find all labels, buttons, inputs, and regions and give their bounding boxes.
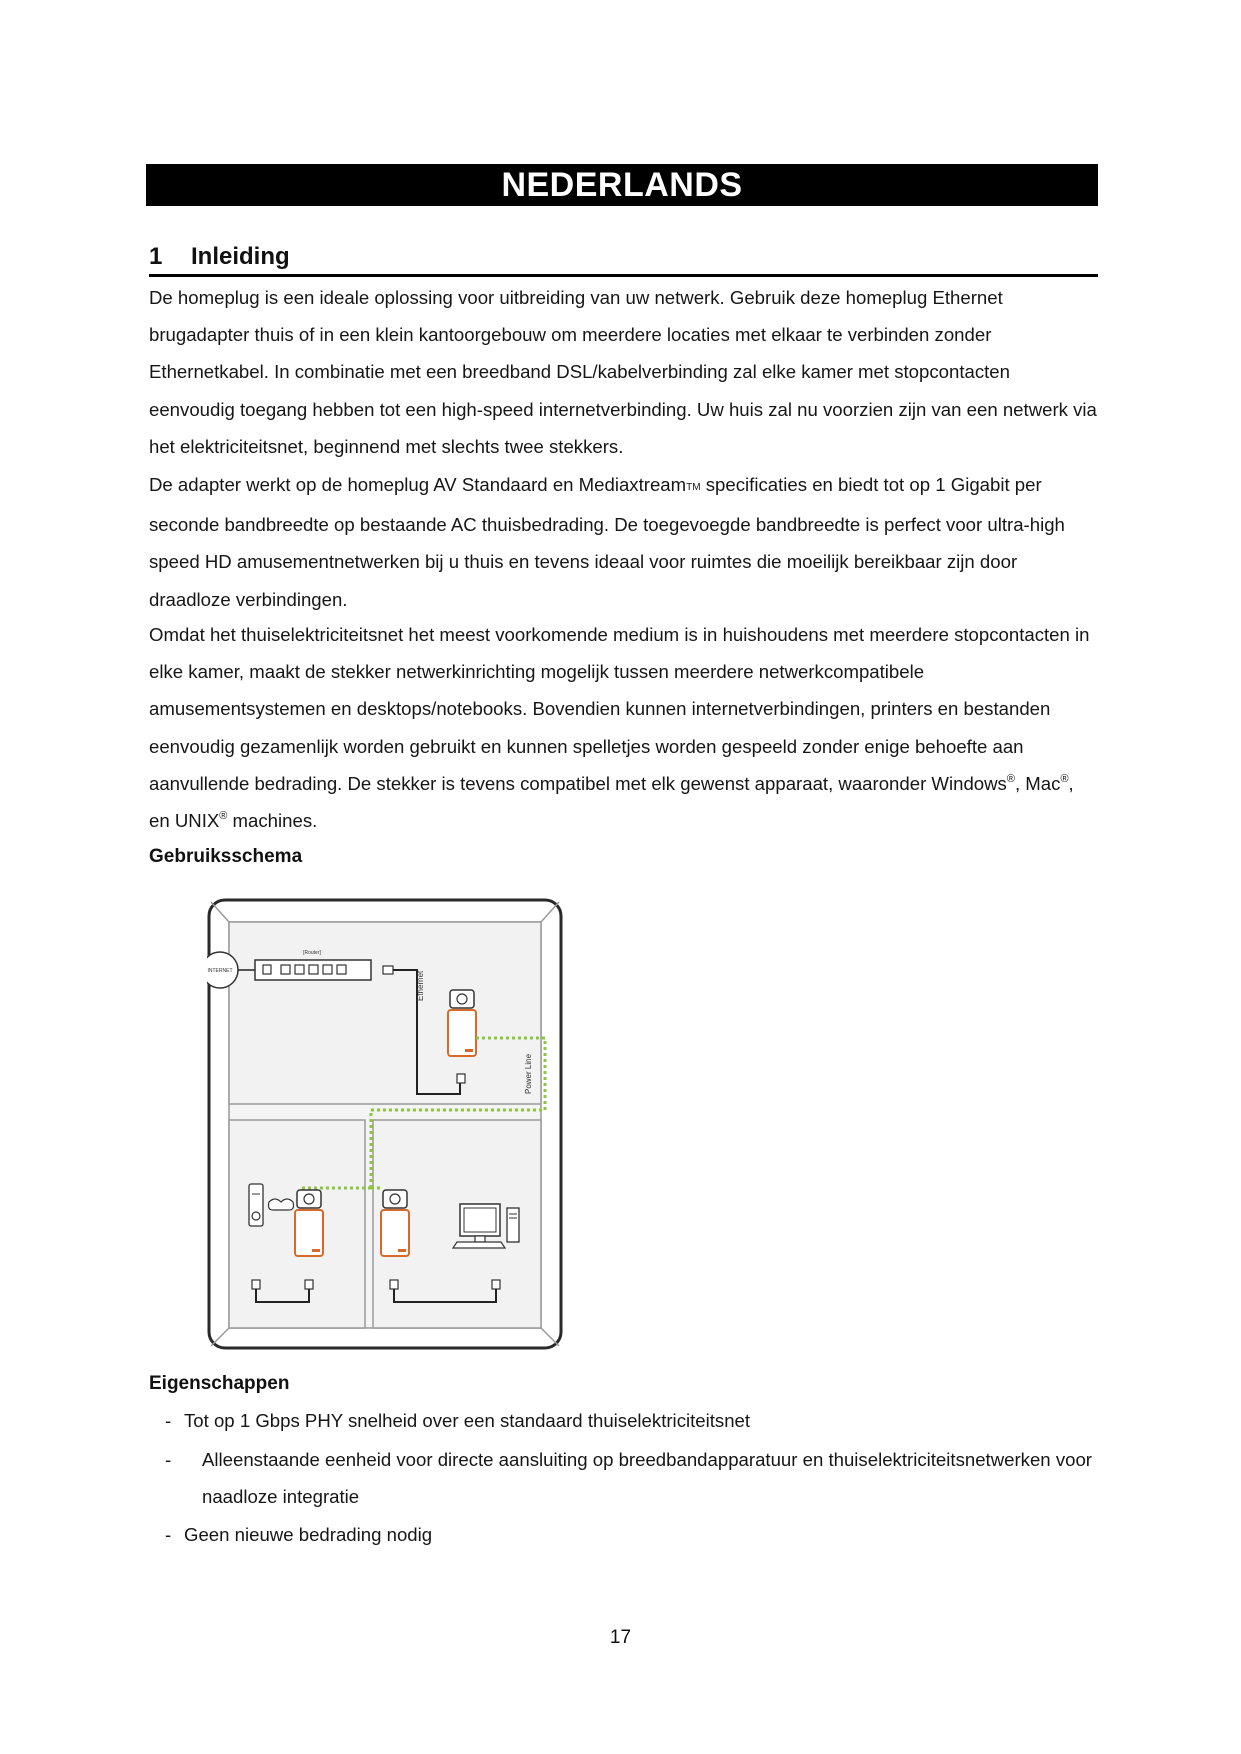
router-label: [Router] bbox=[303, 950, 321, 956]
intro-paragraph-3: Omdat het thuiselektriciteitsnet het meest voorkomende medium is in huishoudens met meerdere stopcontacten in elke kamer, maakt de stekker netwerkinrichting mogelijk tussen meerdere netwerkcompatibele amusementsystemen en desktops/notebooks. Bovendien kunnen internetverbindingen, printers en bestanden eenvoudig gezamenlijk worden gebruikt en kunnen spelletjes worden gespeeld zonder enige behoefte aan aanvullende bedrading. De stekker is tevens compatibel met elk gewenst apparaat, waaronder Windows®, Mac®, en UNIX® machines. bbox=[149, 624, 1090, 832]
power-line-label: Power Line bbox=[524, 1053, 533, 1094]
section-number: 1 bbox=[149, 243, 163, 270]
section-heading bbox=[149, 240, 1098, 277]
features-heading: Eigenschappen bbox=[149, 1373, 290, 1394]
registered-mark: ® bbox=[1006, 772, 1015, 785]
page-number: 17 bbox=[609, 1627, 632, 1648]
ethernet-label: Ethernet bbox=[416, 970, 425, 1001]
section-title: Inleiding bbox=[191, 243, 290, 270]
features-list bbox=[149, 1402, 1099, 1553]
list-dash: - bbox=[165, 1449, 172, 1471]
list-dash: - bbox=[165, 1410, 172, 1431]
registered-mark: ® bbox=[1060, 772, 1069, 785]
list-item: - Alleenstaande eenheid voor directe aansluiting op breedbandapparatuur en thuiselektriciteitsnetwerken voor naadloze integratie bbox=[149, 1441, 1099, 1515]
trademark-mark: TM bbox=[686, 482, 701, 493]
list-dash: - bbox=[165, 1523, 172, 1545]
room-top bbox=[229, 922, 541, 1104]
homeplug-adapter bbox=[381, 1190, 409, 1256]
ethernet-plug bbox=[383, 966, 393, 974]
internet-label: INTERNET bbox=[207, 968, 233, 974]
registered-mark: ® bbox=[219, 810, 228, 823]
intro-paragraph-1: De homeplug is een ideale oplossing voor uitbreiding van uw netwerk. Gebruik deze homeplug Ethernet brugadapter thuis of in een klein kantoorgebouw om meerdere locaties met elkaar te verbinden zonder Ethernetkabel. In combinatie met een breedband DSL/kabelverbinding zal elke kamer met stopcontacten eenvoudig toegang hebben tot een high-speed internetverbinding. Uw huis zal nu voorzien zijn van een netwerk via het elektriciteitsnet, beginnend met slechts twee stekkers. bbox=[149, 287, 1097, 457]
list-item: - Tot op 1 Gbps PHY snelheid over een standaard thuiselektriciteitsnet bbox=[149, 1402, 1099, 1439]
homeplug-adapter bbox=[295, 1190, 323, 1256]
usage-diagram bbox=[207, 898, 563, 1350]
computer-icon bbox=[453, 1204, 519, 1248]
usage-heading: Gebruiksschema bbox=[149, 846, 303, 867]
intro-paragraph-2: De adapter werkt op de homeplug AV Standaard en MediaxtreamTM specificaties en biedt tot op 1 Gigabit per seconde bandbreedte op bestaande AC thuisbedrading. De toegevoegde bandbreedte is perfect voor ultra-high speed HD amusementnetwerken bij u thuis en tevens ideaal voor ruimtes die moeilijk bereikbaar zijn door draadloze verbindingen. bbox=[149, 474, 1065, 610]
language-banner: NEDERLANDS bbox=[146, 164, 1098, 206]
internet-icon bbox=[207, 952, 238, 988]
list-item: - Geen nieuwe bedrading nodig bbox=[149, 1516, 1099, 1553]
